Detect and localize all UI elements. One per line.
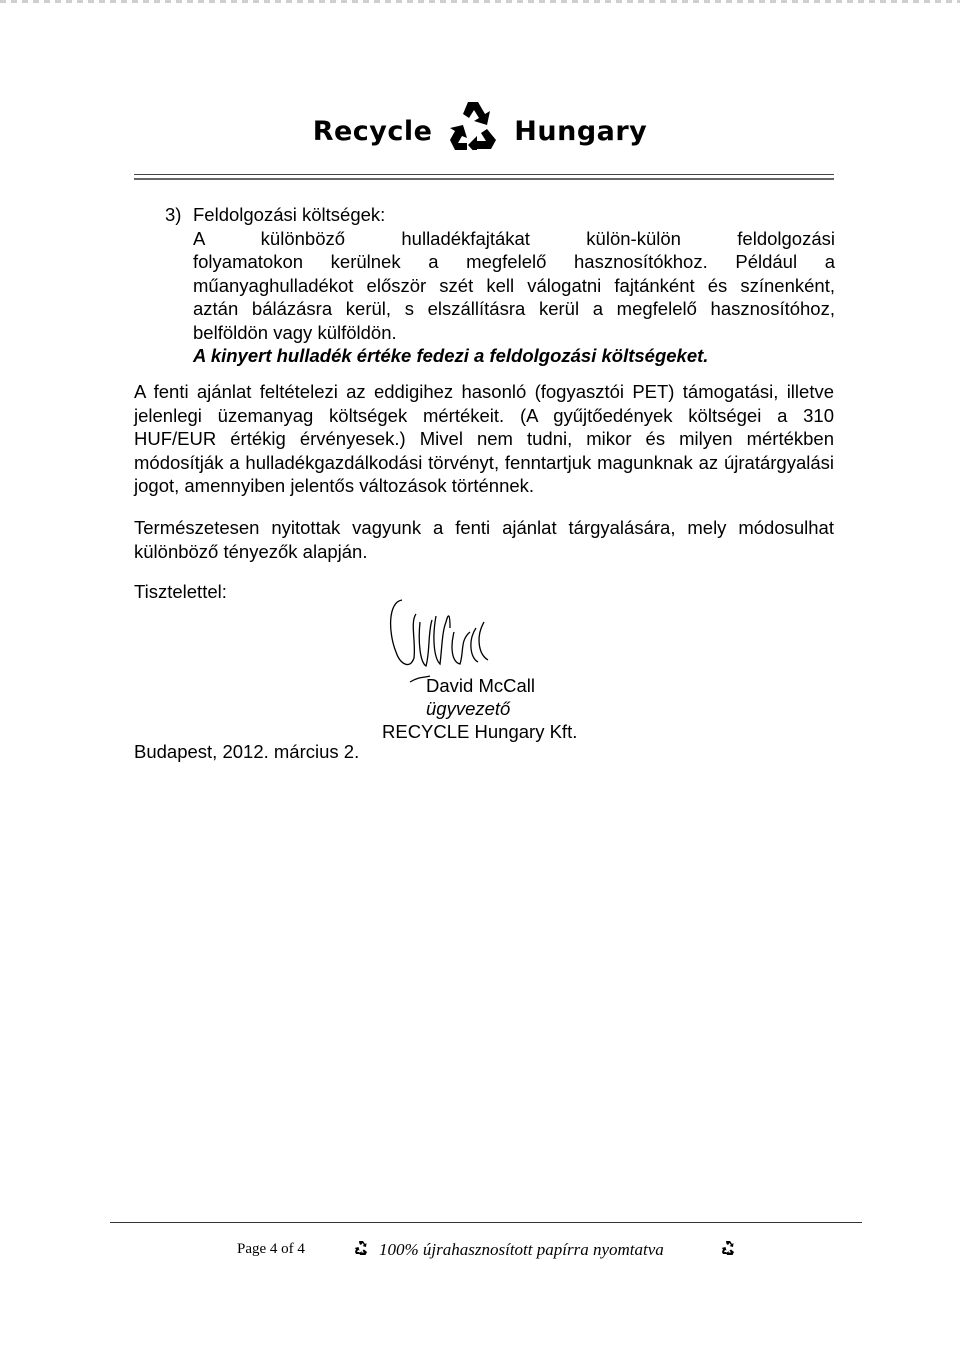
section-line: belföldön vagy külföldön. (193, 321, 397, 343)
company-name: RECYCLE Hungary Kft. (382, 721, 578, 742)
signer-name: David McCall (426, 675, 535, 696)
scan-top-edge (0, 0, 960, 3)
recycle-icon (354, 1241, 368, 1255)
logo-text-left: Recycle (312, 116, 433, 147)
paragraph-terms: A fenti ajánlat feltételezi az eddigihez hasonló (fogyasztói PET) támogatási, illetve jelenlegi üzemanyag költségek mértékeit. (A gyűjtőedények költségei a 310 HUF/EUR értékig érvényesek.) Mivel nem tudni, mikor és milyen mértékben módosítják a hulladékgazdálkodási törvényt, fenntartjuk magunknak az újratárgyalási jogot, amennyiben jelentős változások történnek. (134, 381, 834, 496)
paragraph-negotiation: Természetesen nyitottak vagyunk a fenti ajánlat tárgyalására, mely módosulhat különböző tényezők alapján. (134, 517, 834, 562)
header-rule (134, 174, 834, 175)
section-line: műanyaghulladékot először szét kell válogatni fajtánként és színenként, (193, 274, 835, 296)
section-line: aztán bálázásra kerül, s elszállításra kerül a megfelelő hasznosítóhoz, (193, 298, 835, 319)
section-costs (165, 203, 835, 368)
footer-tagline: 100% újrahasznosított papírra nyomtatva (379, 1240, 664, 1259)
footer-rule (110, 1222, 862, 1223)
section-emphasis: A kinyert hulladék értéke fedezi a feldolgozási költségeket. (193, 345, 709, 366)
logo-text-right: Hungary (514, 116, 648, 147)
greeting: Tisztelettel: (134, 581, 227, 602)
recycle-logo-icon (446, 100, 500, 150)
section-heading: Feldolgozási költségek: (193, 204, 386, 225)
footer (237, 1240, 664, 1259)
header-rule-thick (134, 178, 834, 180)
section-line: folyamatokon kerülnek a megfelelő hasznosítókhoz. Például a (193, 251, 835, 272)
section-line: A különböző hulladékfajtákat külön-külön feldolgozási (193, 227, 835, 249)
section-number: 3) (165, 204, 182, 225)
recycle-icon (721, 1241, 735, 1255)
page-number: Page 4 of 4 (237, 1241, 305, 1257)
signer-role: ügyvezető (426, 698, 511, 719)
company-logo (0, 100, 960, 150)
place-date: Budapest, 2012. március 2. (134, 741, 360, 762)
